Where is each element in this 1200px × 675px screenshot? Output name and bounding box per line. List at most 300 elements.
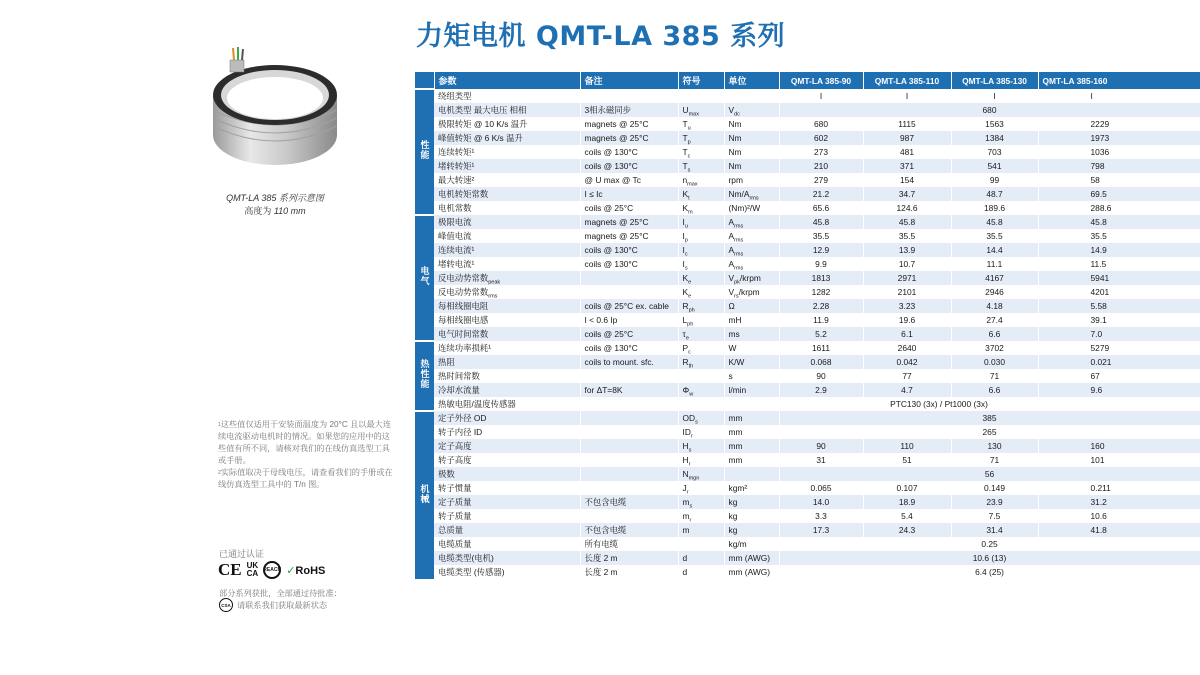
value-cell: 2.28 (779, 299, 863, 313)
symbol-cell: $R_{ph}$ (678, 299, 724, 313)
value-cell: 160 (1038, 439, 1200, 453)
param-cell: 电气时间常数 (434, 327, 580, 341)
param-cell: 绕组类型 (434, 89, 580, 103)
unit-cell: kg (724, 495, 779, 509)
caption-line2: 高度为 110 mm (244, 206, 306, 216)
symbol-cell: $L_{ph}$ (678, 313, 724, 327)
value-cell: 31.2 (1038, 495, 1200, 509)
unit-cell: mm (AWG) (724, 551, 779, 565)
value-cell: 5279 (1038, 341, 1200, 355)
note-cell (580, 439, 678, 453)
section-label-performance: 性能 (415, 89, 434, 215)
note-cell: for ΔT=8K (580, 383, 678, 397)
symbol-cell: $K_m$ (678, 201, 724, 215)
unit-cell: W (724, 341, 779, 355)
param-cell: 热时间常数 (434, 369, 580, 383)
value-cell: 189.6 (951, 201, 1038, 215)
value-cell: 6.6 (951, 327, 1038, 341)
symbol-cell: $J_r$ (678, 481, 724, 495)
span-value-cell: 265 (779, 425, 1200, 439)
table-row (415, 537, 1200, 551)
value-cell: 0.065 (779, 481, 863, 495)
unit-cell (724, 89, 779, 103)
unit-cell: mm (724, 425, 779, 439)
value-cell: 12.9 (779, 243, 863, 257)
value-cell: 288.6 (1038, 201, 1200, 215)
table-row (415, 411, 1200, 425)
symbol-cell: $T_c$ (678, 145, 724, 159)
note-cell (580, 411, 678, 425)
value-cell: 31.4 (951, 523, 1038, 537)
table-row (415, 495, 1200, 509)
param-cell: 极数 (434, 467, 580, 481)
note-cell: 不包含电缆 (580, 523, 678, 537)
value-cell: 0.211 (1038, 481, 1200, 495)
table-row (415, 467, 1200, 481)
value-cell: 154 (863, 173, 951, 187)
table-row (415, 383, 1200, 397)
table-row (415, 285, 1200, 299)
note-cell: I < 0.6 Ip (580, 313, 678, 327)
value-cell: 4167 (951, 271, 1038, 285)
symbol-cell: $OD_s$ (678, 411, 724, 425)
span-value-cell: 385 (779, 411, 1200, 425)
table-row (415, 187, 1200, 201)
value-cell: 7.0 (1038, 327, 1200, 341)
table-row (415, 523, 1200, 537)
param-cell: 堵转转矩¹ (434, 159, 580, 173)
value-cell: 1973 (1038, 131, 1200, 145)
note-cell: 长度 2 m (580, 551, 678, 565)
unit-cell: $Nm/A_{rms}$ (724, 187, 779, 201)
symbol-cell: $U_{max}$ (678, 103, 724, 117)
span-value-cell: 0.25 (779, 537, 1200, 551)
symbol-cell (678, 89, 724, 103)
table-row (415, 271, 1200, 285)
certifications-title: 已通过认证 (219, 549, 265, 559)
value-cell: 2640 (863, 341, 951, 355)
value-cell: 0.021 (1038, 355, 1200, 369)
symbol-cell: $ID_r$ (678, 425, 724, 439)
note-cell (580, 509, 678, 523)
value-cell: 0.030 (951, 355, 1038, 369)
symbol-cell: $m_r$ (678, 509, 724, 523)
table-row (415, 565, 1200, 579)
value-cell: 1813 (779, 271, 863, 285)
note-cell: I ≤ Ic (580, 187, 678, 201)
symbol-cell: $T_p$ (678, 131, 724, 145)
table-row (415, 481, 1200, 495)
param-cell: 反电动势常数$_{rms}$ (434, 285, 580, 299)
value-cell: 110 (863, 439, 951, 453)
param-cell: 转子内径 ID (434, 425, 580, 439)
value-cell: I (779, 89, 863, 103)
unit-cell: Ω (724, 299, 779, 313)
param-cell: 电机类型 最大电压 相相 (434, 103, 580, 117)
header-note: 备注 (580, 72, 678, 89)
unit-cell: mm (AWG) (724, 565, 779, 579)
value-cell: 1384 (951, 131, 1038, 145)
unit-cell: l/min (724, 383, 779, 397)
value-cell: 51 (863, 453, 951, 467)
value-cell: 35.5 (863, 229, 951, 243)
symbol-cell: $T_u$ (678, 117, 724, 131)
symbol-cell (678, 369, 724, 383)
symbol-cell: $P_c$ (678, 341, 724, 355)
unit-cell: Nm (724, 131, 779, 145)
table-row (415, 341, 1200, 355)
value-cell: 3.3 (779, 509, 863, 523)
unit-cell: (Nm)²/W (724, 201, 779, 215)
note-cell (580, 425, 678, 439)
unit-cell: $A_{rms}$ (724, 243, 779, 257)
param-cell: 冷却水流量 (434, 383, 580, 397)
param-cell: 极限电流 (434, 215, 580, 229)
symbol-cell: $N_{mgn}$ (678, 467, 724, 481)
note-cell: coils @ 130°C (580, 159, 678, 173)
value-cell: 31 (779, 453, 863, 467)
header-model: QMT-LA 385-90 (779, 72, 863, 89)
param-cell: 电缆类型 (传感器) (434, 565, 580, 579)
param-cell: 连续电流¹ (434, 243, 580, 257)
value-cell: 210 (779, 159, 863, 173)
note-cell: coils @ 25°C (580, 327, 678, 341)
param-cell: 电机转矩常数 (434, 187, 580, 201)
unit-cell: kg/m (724, 537, 779, 551)
note-cell: coils @ 25°C ex. cable (580, 299, 678, 313)
param-cell: 反电动势常数$_{peak}$ (434, 271, 580, 285)
unit-cell: $A_{rms}$ (724, 257, 779, 271)
value-cell: 130 (951, 439, 1038, 453)
value-cell: 5941 (1038, 271, 1200, 285)
unit-cell (724, 467, 779, 481)
value-cell: 14.0 (779, 495, 863, 509)
value-cell: 1611 (779, 341, 863, 355)
table-row (415, 425, 1200, 439)
symbol-cell: $I_u$ (678, 215, 724, 229)
note-cell: @ U max @ Tc (580, 173, 678, 187)
section-label-mechanical: 机械 (415, 411, 434, 579)
param-cell: 连续转矩¹ (434, 145, 580, 159)
symbol-cell: m (678, 523, 724, 537)
note-cell: magnets @ 25°C (580, 117, 678, 131)
value-cell: 0.107 (863, 481, 951, 495)
symbol-cell: $T_s$ (678, 159, 724, 173)
value-cell: 17.3 (779, 523, 863, 537)
value-cell: 4201 (1038, 285, 1200, 299)
spec-table (415, 72, 1200, 579)
span-value-cell: 6.4 (25) (779, 565, 1200, 579)
note-cell (580, 467, 678, 481)
unit-cell: Nm (724, 117, 779, 131)
param-cell: 定子质量 (434, 495, 580, 509)
value-cell: 0.068 (779, 355, 863, 369)
value-cell: 0.042 (863, 355, 951, 369)
note-cell: coils @ 130°C (580, 145, 678, 159)
table-row (415, 159, 1200, 173)
value-cell: 1115 (863, 117, 951, 131)
symbol-cell: d (678, 565, 724, 579)
note-cell: coils to mount. sfc. (580, 355, 678, 369)
value-cell: 5.4 (863, 509, 951, 523)
value-cell: 99 (951, 173, 1038, 187)
value-cell: 2101 (863, 285, 951, 299)
table-row (415, 201, 1200, 215)
symbol-cell (678, 537, 724, 551)
value-cell: 101 (1038, 453, 1200, 467)
value-cell: 77 (863, 369, 951, 383)
note-cell: 长度 2 m (580, 565, 678, 579)
value-cell: 279 (779, 173, 863, 187)
value-cell: 45.8 (779, 215, 863, 229)
symbol-cell: $n_{max}$ (678, 173, 724, 187)
certification-logos (218, 558, 325, 582)
note-cell (580, 285, 678, 299)
symbol-cell: $I_p$ (678, 229, 724, 243)
value-cell: 5.2 (779, 327, 863, 341)
note-cell: magnets @ 25°C (580, 229, 678, 243)
footnote-1: $^1$这些值仅适用于安装面温度为 20°C 且以最大连续电流驱动电机时的情况。如果您的应用中的这些值有所不同，请核对我们的在线仿真选型工具或手册。 (218, 420, 392, 465)
value-cell: 67 (1038, 369, 1200, 383)
note-cell: coils @ 130°C (580, 341, 678, 355)
value-cell: 1282 (779, 285, 863, 299)
param-cell: 热阻 (434, 355, 580, 369)
value-cell: I (1038, 89, 1200, 103)
value-cell: 90 (779, 369, 863, 383)
param-cell: 极限转矩 @ 10 K/s 温升 (434, 117, 580, 131)
value-cell: 11.1 (951, 257, 1038, 271)
value-cell: 45.8 (1038, 215, 1200, 229)
note-cell: coils @ 130°C (580, 243, 678, 257)
value-cell: 27.4 (951, 313, 1038, 327)
unit-cell: mm (724, 411, 779, 425)
table-row (415, 229, 1200, 243)
unit-cell: $A_{rms}$ (724, 215, 779, 229)
param-cell: 每相线圈电阻 (434, 299, 580, 313)
value-cell: 9.6 (1038, 383, 1200, 397)
value-cell: 35.5 (779, 229, 863, 243)
unit-cell: Nm (724, 145, 779, 159)
table-row (415, 313, 1200, 327)
header-symbol: 符号 (678, 72, 724, 89)
header-model: QMT-LA 385-130 (951, 72, 1038, 89)
table-row (415, 369, 1200, 383)
symbol-cell: $I_c$ (678, 243, 724, 257)
symbol-cell: $\tau_e$ (678, 327, 724, 341)
footnote-2: $^2$实际值取决于母线电压，请查看我们的手册或在线仿真选型工具中的 T/n 图。 (218, 468, 393, 489)
span-value-cell: 56 (779, 467, 1200, 481)
table-header-row (415, 72, 1200, 89)
value-cell: 2.9 (779, 383, 863, 397)
span-value-cell: 10.6 (13) (779, 551, 1200, 565)
reach-logo: REACH (263, 561, 281, 579)
unit-cell: kg (724, 509, 779, 523)
value-cell: 541 (951, 159, 1038, 173)
note-cell (580, 397, 678, 411)
note-cell (580, 369, 678, 383)
unit-cell: $V_{rs}$/krpm (724, 285, 779, 299)
param-cell: 电缆质量 (434, 537, 580, 551)
table-row (415, 257, 1200, 271)
value-cell: 987 (863, 131, 951, 145)
param-cell: 堵转电流¹ (434, 257, 580, 271)
value-cell: 71 (951, 453, 1038, 467)
table-row (415, 117, 1200, 131)
value-cell: 45.8 (863, 215, 951, 229)
param-cell: 转子质量 (434, 509, 580, 523)
value-cell: 9.9 (779, 257, 863, 271)
symbol-cell: $\Phi_w$ (678, 383, 724, 397)
value-cell: 273 (779, 145, 863, 159)
table-row (415, 145, 1200, 159)
value-cell: 2229 (1038, 117, 1200, 131)
section-label-thermal: 热性能 (415, 341, 434, 411)
value-cell: 11.9 (779, 313, 863, 327)
param-cell: 定子高度 (434, 439, 580, 453)
unit-cell: rpm (724, 173, 779, 187)
unit-cell: $V_{dc}$ (724, 103, 779, 117)
caption-line1: QMT-LA 385 系列示意图 (226, 193, 324, 203)
value-cell: 124.6 (863, 201, 951, 215)
header-param: 参数 (434, 72, 580, 89)
span-value-cell: PTC130 (3x) / Pt1000 (3x) (678, 397, 1200, 411)
header-model: QMT-LA 385-110 (863, 72, 951, 89)
value-cell: 10.6 (1038, 509, 1200, 523)
param-cell: 电机常数 (434, 201, 580, 215)
csa-logo: CSA (219, 598, 233, 612)
value-cell: 23.9 (951, 495, 1038, 509)
illustration-caption (200, 192, 350, 218)
value-cell: 703 (951, 145, 1038, 159)
note-cell: 3相永磁同步 (580, 103, 678, 117)
value-cell: 35.5 (951, 229, 1038, 243)
unit-cell: K/W (724, 355, 779, 369)
value-cell: 24.3 (863, 523, 951, 537)
symbol-cell: $I_s$ (678, 257, 724, 271)
param-cell: 峰值电流 (434, 229, 580, 243)
page-title: 力矩电机 QMT-LA 385 系列 (416, 21, 786, 52)
table-row (415, 103, 1200, 117)
value-cell: 65.6 (779, 201, 863, 215)
symbol-cell: d (678, 551, 724, 565)
value-cell: 5.58 (1038, 299, 1200, 313)
header-unit: 单位 (724, 72, 779, 89)
unit-cell: mm (724, 439, 779, 453)
table-row (415, 243, 1200, 257)
note-cell: coils @ 130°C (580, 257, 678, 271)
ce-logo: CE (218, 560, 242, 579)
unit-cell: $A_{rms}$ (724, 229, 779, 243)
value-cell: 1036 (1038, 145, 1200, 159)
param-cell: 总质量 (434, 523, 580, 537)
note-cell: 所有电缆 (580, 537, 678, 551)
value-cell: I (951, 89, 1038, 103)
value-cell: 6.6 (951, 383, 1038, 397)
table-row (415, 89, 1200, 103)
param-cell: 峰值转矩 @ 6 K/s 温升 (434, 131, 580, 145)
table-row (415, 327, 1200, 341)
table-row (415, 131, 1200, 145)
unit-cell: $V_{pk}$/krpm (724, 271, 779, 285)
symbol-cell: $R_{th}$ (678, 355, 724, 369)
param-cell: 转子高度 (434, 453, 580, 467)
table-row (415, 439, 1200, 453)
rohs-logo: ✓RoHS (286, 564, 326, 577)
param-cell: 热敏电阻/温度传感器 (434, 397, 580, 411)
unit-cell: s (724, 369, 779, 383)
note-cell (580, 481, 678, 495)
value-cell: 14.9 (1038, 243, 1200, 257)
ukca-logo: UK CA (246, 561, 259, 578)
table-row (415, 453, 1200, 467)
note-cell: magnets @ 25°C (580, 215, 678, 229)
param-cell: 电缆类型(电机) (434, 551, 580, 565)
table-row (415, 397, 1200, 411)
value-cell: 34.7 (863, 187, 951, 201)
value-cell: 3.23 (863, 299, 951, 313)
unit-cell: Nm (724, 159, 779, 173)
note-cell: magnets @ 25°C (580, 131, 678, 145)
value-cell: 798 (1038, 159, 1200, 173)
value-cell: 69.5 (1038, 187, 1200, 201)
unit-cell: ms (724, 327, 779, 341)
table-row (415, 551, 1200, 565)
span-value-cell: 680 (779, 103, 1200, 117)
value-cell: 4.18 (951, 299, 1038, 313)
contact-note: 请联系我们获取最新状态 (237, 600, 328, 610)
param-cell: 每相线圈电感 (434, 313, 580, 327)
note-cell (580, 271, 678, 285)
value-cell: 11.5 (1038, 257, 1200, 271)
note-cell: 不包含电缆 (580, 495, 678, 509)
certification-note: 部分系列获批，全部通过待批准： (219, 589, 342, 598)
symbol-cell: $H_r$ (678, 453, 724, 467)
section-label-electrical: 电气 (415, 215, 434, 341)
value-cell: 35.5 (1038, 229, 1200, 243)
symbol-cell: $m_s$ (678, 495, 724, 509)
header-model: QMT-LA 385-160 (1038, 72, 1200, 89)
header-corner (415, 72, 434, 89)
value-cell: 2971 (863, 271, 951, 285)
value-cell: 602 (779, 131, 863, 145)
footnotes (218, 419, 398, 491)
unit-cell: kgm² (724, 481, 779, 495)
note-cell (580, 89, 678, 103)
value-cell: 41.8 (1038, 523, 1200, 537)
symbol-cell: $K_e$ (678, 285, 724, 299)
value-cell: 19.6 (863, 313, 951, 327)
value-cell: 13.9 (863, 243, 951, 257)
table-row (415, 355, 1200, 369)
note-cell (580, 453, 678, 467)
unit-cell: kg (724, 523, 779, 537)
value-cell: 71 (951, 369, 1038, 383)
table-row (415, 509, 1200, 523)
unit-cell: mH (724, 313, 779, 327)
value-cell: 371 (863, 159, 951, 173)
value-cell: 18.9 (863, 495, 951, 509)
value-cell: 6.1 (863, 327, 951, 341)
table-row (415, 215, 1200, 229)
value-cell: 4.7 (863, 383, 951, 397)
value-cell: 7.5 (951, 509, 1038, 523)
param-cell: 连续功率损耗¹ (434, 341, 580, 355)
value-cell: 2946 (951, 285, 1038, 299)
param-cell: 定子外径 OD (434, 411, 580, 425)
value-cell: 90 (779, 439, 863, 453)
symbol-cell: $K_e$ (678, 271, 724, 285)
param-cell: 转子惯量 (434, 481, 580, 495)
